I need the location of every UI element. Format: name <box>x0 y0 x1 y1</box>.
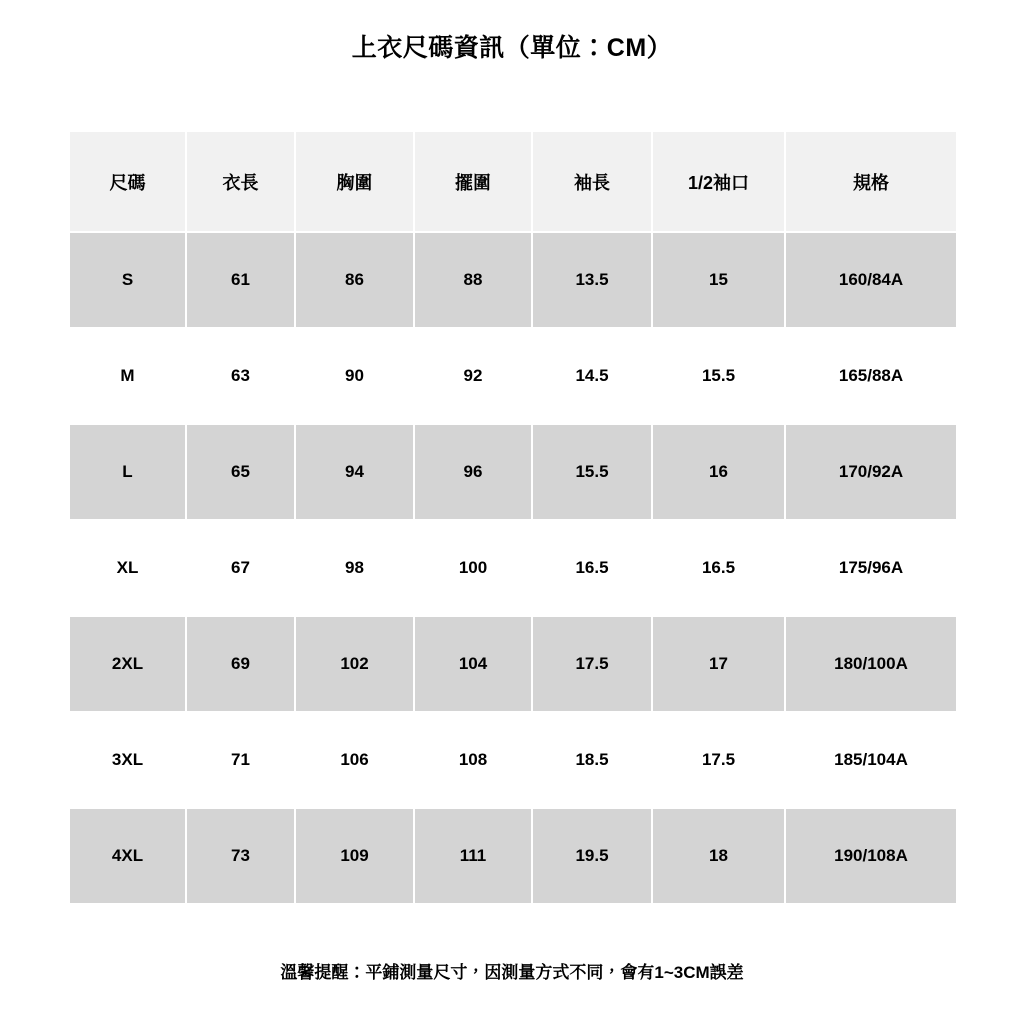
cell-spec: 165/88A <box>785 328 957 424</box>
table-row <box>69 616 957 712</box>
cell-hem: 111 <box>414 808 532 904</box>
size-table-container <box>68 130 956 905</box>
table-row <box>69 232 957 328</box>
cell-length: 69 <box>186 616 295 712</box>
cell-length: 73 <box>186 808 295 904</box>
cell-bust: 98 <box>295 520 414 616</box>
cell-spec: 190/108A <box>785 808 957 904</box>
cell-half-cuff: 18 <box>652 808 785 904</box>
table-row <box>69 328 957 424</box>
cell-length: 65 <box>186 424 295 520</box>
cell-half-cuff: 17 <box>652 616 785 712</box>
cell-spec: 160/84A <box>785 232 957 328</box>
table-body <box>69 232 957 904</box>
cell-bust: 94 <box>295 424 414 520</box>
cell-hem: 92 <box>414 328 532 424</box>
cell-bust: 86 <box>295 232 414 328</box>
column-header-sleeve-length: 袖長 <box>532 131 652 232</box>
cell-size: 4XL <box>69 808 186 904</box>
table-row <box>69 808 957 904</box>
table-header <box>69 131 957 232</box>
table-row <box>69 520 957 616</box>
cell-sleeve-length: 15.5 <box>532 424 652 520</box>
column-header-half-cuff: 1/2袖口 <box>652 131 785 232</box>
cell-sleeve-length: 14.5 <box>532 328 652 424</box>
cell-spec: 185/104A <box>785 712 957 808</box>
cell-size: XL <box>69 520 186 616</box>
cell-hem: 100 <box>414 520 532 616</box>
column-header-length: 衣長 <box>186 131 295 232</box>
cell-half-cuff: 17.5 <box>652 712 785 808</box>
table-row <box>69 424 957 520</box>
size-table <box>68 130 958 905</box>
cell-length: 71 <box>186 712 295 808</box>
cell-hem: 88 <box>414 232 532 328</box>
cell-size: L <box>69 424 186 520</box>
page-title: 上衣尺碼資訊（單位：CM） <box>351 34 673 62</box>
cell-size: 3XL <box>69 712 186 808</box>
cell-half-cuff: 15 <box>652 232 785 328</box>
cell-sleeve-length: 16.5 <box>532 520 652 616</box>
cell-sleeve-length: 17.5 <box>532 616 652 712</box>
cell-spec: 170/92A <box>785 424 957 520</box>
cell-spec: 175/96A <box>785 520 957 616</box>
column-header-size: 尺碼 <box>69 131 186 232</box>
cell-size: M <box>69 328 186 424</box>
cell-length: 63 <box>186 328 295 424</box>
table-header-row <box>69 131 957 232</box>
cell-half-cuff: 16.5 <box>652 520 785 616</box>
table-row <box>69 712 957 808</box>
measurement-note: 溫馨提醒：平鋪測量尺寸，因測量方式不同，會有1~3CM誤差 <box>280 963 744 982</box>
cell-half-cuff: 16 <box>652 424 785 520</box>
cell-size: S <box>69 232 186 328</box>
cell-length: 61 <box>186 232 295 328</box>
cell-sleeve-length: 18.5 <box>532 712 652 808</box>
column-header-hem: 擺圍 <box>414 131 532 232</box>
column-header-bust: 胸圍 <box>295 131 414 232</box>
cell-spec: 180/100A <box>785 616 957 712</box>
cell-sleeve-length: 19.5 <box>532 808 652 904</box>
cell-size: 2XL <box>69 616 186 712</box>
cell-length: 67 <box>186 520 295 616</box>
cell-hem: 108 <box>414 712 532 808</box>
cell-bust: 106 <box>295 712 414 808</box>
cell-hem: 104 <box>414 616 532 712</box>
column-header-spec: 規格 <box>785 131 957 232</box>
cell-bust: 109 <box>295 808 414 904</box>
cell-hem: 96 <box>414 424 532 520</box>
cell-bust: 90 <box>295 328 414 424</box>
cell-half-cuff: 15.5 <box>652 328 785 424</box>
cell-bust: 102 <box>295 616 414 712</box>
cell-sleeve-length: 13.5 <box>532 232 652 328</box>
